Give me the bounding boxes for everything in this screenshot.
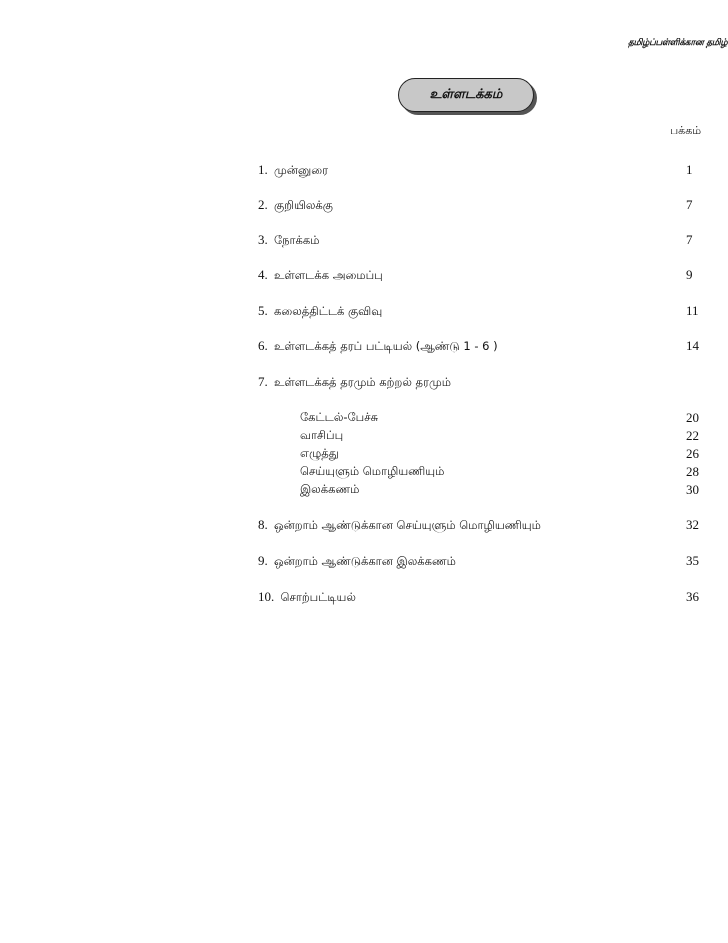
toc-subentry <box>258 428 728 446</box>
toc-entry-page: 7 <box>686 197 693 212</box>
toc-entry-title: முன்னுரை <box>274 163 329 177</box>
toc-entry-page: 1 <box>686 162 693 177</box>
toc-subentry-title: செய்யுளும் மொழியணியும் <box>300 464 445 478</box>
toc-subentry <box>258 446 728 464</box>
toc-entry <box>258 232 728 250</box>
toc-entry <box>258 517 728 535</box>
toc-entry <box>258 589 728 607</box>
toc-subentry <box>258 464 728 482</box>
toc-subentry-title: எழுத்து <box>300 446 339 460</box>
toc-entry <box>258 338 728 356</box>
toc-entry-number: 4. <box>258 267 268 282</box>
toc-subentry-page: 30 <box>686 482 699 497</box>
toc-subentry-title: இலக்கணம் <box>300 482 360 496</box>
toc-subentry <box>258 482 728 500</box>
toc-entry-number: 6. <box>258 338 268 353</box>
toc-subentry-page: 28 <box>686 464 699 479</box>
toc-subentry <box>258 410 728 428</box>
toc-entry-number: 2. <box>258 197 268 212</box>
toc-entry-page: 9 <box>686 267 693 282</box>
page-column-heading: பக்கம் <box>670 124 702 137</box>
toc-entry-page: 36 <box>686 589 699 604</box>
toc-entry-page: 32 <box>686 517 699 532</box>
toc-entry-number: 8. <box>258 517 268 532</box>
running-header: தமிழ்ப்பள்ளிக்கான தமிழ் <box>628 38 728 48</box>
toc-entry-number: 1. <box>258 162 268 177</box>
toc-entry-page: 14 <box>686 338 699 353</box>
toc-entry-title: கலைத்திட்டக் குவிவு <box>274 304 383 318</box>
toc-entry <box>258 303 728 321</box>
toc-entry-title: உள்ளடக்க அமைப்பு <box>274 268 383 282</box>
toc-entry-number: 10. <box>258 589 275 604</box>
toc-entry-number: 7. <box>258 374 268 389</box>
toc-entry-title: உள்ளடக்கத் தரமும் கற்றல் தரமும் <box>274 375 451 389</box>
toc-subentry-title: கேட்டல்-பேச்சு <box>300 410 379 424</box>
toc-entry-title: ஒன்றாம் ஆண்டுக்கான செய்யுளும் மொழியணியும் <box>274 518 541 532</box>
toc-entry-page: 35 <box>686 553 699 568</box>
toc-entry-number: 5. <box>258 303 268 318</box>
toc-entry-title: நோக்கம் <box>274 233 320 247</box>
toc-entry <box>258 553 728 571</box>
toc-subentry-page: 22 <box>686 428 699 443</box>
toc-entry-title: சொற்பட்டியல் <box>280 590 356 604</box>
toc-entry <box>258 267 728 285</box>
toc-subentry-page: 26 <box>686 446 699 461</box>
toc-subentry-title: வாசிப்பு <box>300 428 344 442</box>
toc-entry-page: 7 <box>686 232 693 247</box>
toc-entry-number: 3. <box>258 232 268 247</box>
contents-title-box <box>398 78 534 112</box>
toc-entry-title: ஒன்றாம் ஆண்டுக்கான இலக்கணம் <box>274 554 456 568</box>
toc-entry <box>258 374 728 392</box>
toc-entry <box>258 197 728 215</box>
toc-entry-number: 9. <box>258 553 268 568</box>
toc-entry-page: 11 <box>686 303 699 318</box>
toc-entry <box>258 162 728 180</box>
toc-entry-title: குறியிலக்கு <box>274 198 333 212</box>
toc-subentry-page: 20 <box>686 410 699 425</box>
contents-title: உள்ளடக்கம் <box>429 87 503 102</box>
toc-entry-title: உள்ளடக்கத் தரப் பட்டியல் (ஆண்டு 1 - 6 ) <box>274 339 498 353</box>
